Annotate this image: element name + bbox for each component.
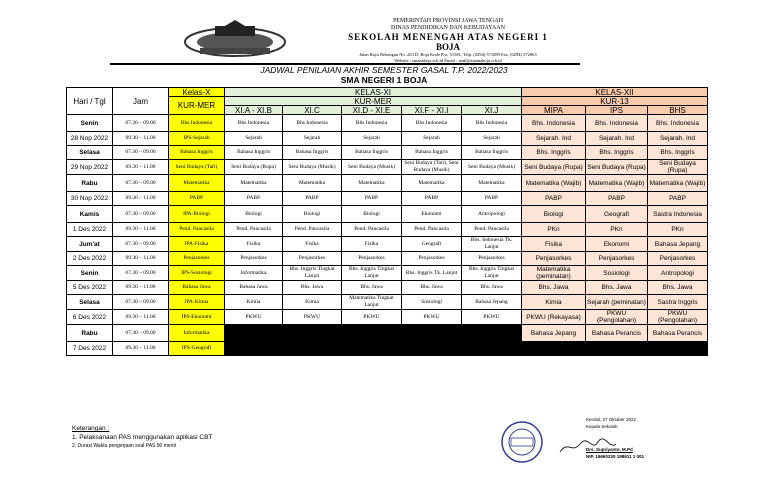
kelas-xii-cell: Biologi [522,206,586,223]
sign-nip: NIP. 19660330 198911 1 001 [586,454,644,459]
kelas-xi-cell: Sejarah [462,132,522,146]
time-cell: 07.30 – 09.00 [113,237,169,252]
kelas-xi-cell: Penjasorkes [402,252,462,266]
kelas-xi-cell: Bahasa Inggris [283,146,342,160]
kelas-xii-cell: Bahasa Perancis [648,325,708,342]
kelas-xi-cell: Bhs. Jawa [462,281,522,295]
header-kur-x: KUR-MER [169,97,225,115]
kelas-xi-cell: Bahasa Inggris [225,146,283,160]
day-cell: Selasa [67,295,113,310]
subheader-1: XI.C [283,106,342,115]
sign-name: Drs. Supriyanto, M.Pd [586,447,633,452]
kelas-x-cell: Bahasa Inggris [169,146,225,160]
kelas-xi-cell: Bhs. Jawa [283,281,342,295]
kelas-xii-cell: Sosiologi [586,266,648,281]
time-cell: 07.30 – 09.00 [113,175,169,192]
kelas-xi-cell: Matematika [225,175,283,192]
day-cell: Jum'at [67,237,113,252]
kelas-xii-cell: PABP [522,192,586,206]
kelas-xi-cell: Penjasorkes [283,252,342,266]
kelas-xii-cell: Matematika (Wajib) [648,175,708,192]
kelas-x-cell: Informatika [169,325,225,342]
table-row [67,325,708,342]
kelas-xi-cell: Sejarah [402,132,462,146]
kelas-xi-cell: Bhs. Indonesia Tk. Lanjut [462,237,522,252]
kelas-xi-cell: Penjasorkes [225,252,283,266]
note-2: 2. Durasi Waktu pengerjaan soal PAS 90 menit [72,443,176,449]
kelas-xi-cell: Sejarah [342,132,402,146]
kelas-xii-cell: Penjasorkes [522,252,586,266]
time-cell: 09.30 – 11.00 [113,223,169,237]
day-cell: Selasa [67,146,113,160]
kelas-xi-cell: Bhs. Jawa [342,281,402,295]
header-address: Jalan Raya Bebengan No. 203 D. Boja Kode Pos. 51381, Telp. (0294) 571089 Fax. (0294) 572063 [359,52,537,57]
kelas-xi-cell: Matematika [402,175,462,192]
kelas-xi-cell: Bhs Indonesia [342,115,402,132]
kelas-xi-cell: PKWU [402,310,462,325]
kelas-xii-cell: Sejarah. Ind [648,132,708,146]
kelas-xi-cell: Pend. Pancasila [462,223,522,237]
kelas-xi-cell: PABP [402,192,462,206]
kelas-xi-cell: Bahasa Inggris [462,146,522,160]
table-row [67,237,708,252]
header-city: BOJA [435,42,460,52]
table-row [67,266,708,281]
subheader-2: XI.D - XI.E [342,106,402,115]
table-row [67,281,708,295]
time-cell: 07.30 – 09.00 [113,206,169,223]
kelas-xii-cell: Matematika (peminatan) [522,266,586,281]
notes [72,424,212,451]
kelas-x-cell: Bhs Indonesia [169,115,225,132]
header-kelas-xi: KELAS-XI [225,88,522,97]
kelas-xi-cell: Geografi [402,237,462,252]
kelas-xii-cell: PKWU (Pengolahan) [648,310,708,325]
day-cell: Kamis [67,206,113,223]
kelas-xii-cell: PKn [522,223,586,237]
kelas-xii-cell: Sejarah (peminatan) [586,295,648,310]
kelas-xii-cell: Kimia [522,295,586,310]
kelas-xi-cell: Matematika Tingkat Lanjut [342,295,402,310]
table-row [67,252,708,266]
letterhead-text [298,18,598,64]
title-line2: SMA NEGERI 1 BOJA [340,75,428,85]
time-cell: 09.30 – 11.00 [113,342,169,356]
date-cell: 6 Des 2022 [67,310,113,325]
kelas-xi-cell: Fisika [225,237,283,252]
kelas-xi-cell: Fisika [283,237,342,252]
header-line1: PEMERINTAH PROVINSI JAWA TENGAH [392,18,504,24]
kelas-xii-cell: Sastra Indonesia [648,206,708,223]
empty-block-cell [225,325,522,356]
day-cell: Rabu [67,175,113,192]
kelas-xi-cell: Pend. Pancasila [402,223,462,237]
subheader-0: XI.A - XI.B [225,106,283,115]
kelas-xii-cell: Geografi [586,206,648,223]
table-row [67,115,708,132]
kelas-xi-cell: PKWU [462,310,522,325]
kelas-xii-cell: Ekonomi [586,237,648,252]
time-cell: 07.30 – 09.00 [113,146,169,160]
kelas-xi-cell: Bhs. Inggris Tingkat Lanjut [342,266,402,281]
kelas-xi-cell: Seni Budaya (Musik) [283,160,342,175]
date-cell: 29 Nop 2022 [67,160,113,175]
title-line1: JADWAL PENILAIAN AKHIR SEMESTER GASAL T.P. 2022/2023 [260,65,508,75]
kelas-xi-cell: Matematika [342,175,402,192]
time-cell: 09.30 – 11.00 [113,310,169,325]
header-kelas-xii: KELAS-XII [522,88,708,97]
kelas-xi-cell: Sejarah [283,132,342,146]
kelas-x-cell: Pend. Pancasila [169,223,225,237]
kelas-x-cell: IPA-Kimia [169,295,225,310]
time-cell: 09.30 – 11.00 [113,160,169,175]
header-school: SEKOLAH MENENGAH ATAS NEGERI 1 [348,32,548,42]
kelas-xii-cell: Matematika (Wajib) [522,175,586,192]
note-1: 1. Pelaksanaan PAS menggunakan aplikasi CBT [72,434,213,441]
kelas-x-cell: IPS-Geografi [169,342,225,356]
date-cell: 7 Des 2022 [67,342,113,356]
date-cell: 28 Nop 2022 [67,132,113,146]
kelas-xii-cell: Seni Budaya (Rupa) [648,160,708,175]
kelas-xii-cell: Bahasa Jepang [648,237,708,252]
kelas-xi-cell: Penjasorkes [342,252,402,266]
kelas-xi-cell: Fisika [342,237,402,252]
sign-place-date: Kendal, 27 Oktober 2022 [586,417,637,422]
kelas-xii-cell: Bahasa Perancis [586,325,648,342]
kelas-x-cell: Penjasorkes [169,252,225,266]
kelas-xi-cell: Biologi [283,206,342,223]
kelas-xii-cell: PKn [648,223,708,237]
day-cell: Senin [67,115,113,132]
kelas-xii-cell: Bhs. Jawa [586,281,648,295]
subheader-6: IPS [586,106,648,115]
kelas-xi-cell: Bahasa Inggris [402,146,462,160]
subheader-4: XI.J [462,106,522,115]
kelas-xi-cell: Informatika [225,266,283,281]
subheader-3: XI.F - XI.I [402,106,462,115]
time-cell: 07.30 – 09.00 [113,325,169,342]
kelas-xii-cell: Bhs. Inggris [648,146,708,160]
header-kur-xi: KUR-MER [225,97,522,106]
kelas-xi-cell: Seni Budaya (Musik) [462,160,522,175]
kelas-xii-cell: Fisika [522,237,586,252]
kelas-xii-cell: Matematika (Wajib) [586,175,648,192]
kelas-xii-cell: Sejarah. Ind [522,132,586,146]
kelas-xi-cell: Bahasa Jawa [225,281,283,295]
date-cell: 1 Des 2022 [67,223,113,237]
kelas-xi-cell: Bahasa Inggris [342,146,402,160]
kelas-xi-cell: Biologi [342,206,402,223]
kelas-x-cell: IPA-Biologi [169,206,225,223]
date-cell: 30 Nop 2022 [67,192,113,206]
kelas-x-cell: IPA-Fisika [169,237,225,252]
kelas-xi-cell: Antropologi [462,206,522,223]
kelas-xi-cell: Biologi [225,206,283,223]
kelas-xi-cell: Bhs Indonesia [462,115,522,132]
kelas-xi-cell: Pend. Pancasila [283,223,342,237]
kelas-xi-cell: Pend. Pancasila [342,223,402,237]
kelas-xi-cell: Ekonomi [402,206,462,223]
kelas-xi-cell: PKWU [225,310,283,325]
header-line2: DINAS PENDIDIKAN DAN KEBUDAYAAN [391,25,505,31]
table-row [67,310,708,325]
kelas-xii-cell: Bhs. Jawa [648,281,708,295]
time-cell: 07.30 – 09.00 [113,266,169,281]
kelas-xii-cell: PKn [586,223,648,237]
kelas-xii-cell: Bhs. Indonesia [522,115,586,132]
time-cell: 09.30 – 11.00 [113,252,169,266]
table-row [67,160,708,175]
kelas-xi-cell: Sosiologi [402,295,462,310]
kelas-xii-cell: Penjasorkes [648,252,708,266]
kelas-xi-cell: Bahasa Jepang [462,295,522,310]
kelas-xii-cell: Bahasa Jepang [522,325,586,342]
time-cell: 07.30 – 09.00 [113,115,169,132]
time-cell: 09.30 – 11.00 [113,132,169,146]
header-website: Website : smanaboja.sch.id Email : mail@smanaboja.sch.id [394,58,502,63]
kelas-xi-cell: Kimia [225,295,283,310]
subheader-5: MIPA [522,106,586,115]
kelas-xi-cell: Penjasorkes [462,252,522,266]
kelas-xi-cell: Bhs. Inggris Tingkat Lanjut [462,266,522,281]
kelas-xii-cell: Sejarah. Ind [586,132,648,146]
kelas-xi-cell: PABP [283,192,342,206]
date-cell: 2 Des 2022 [67,252,113,266]
kelas-xii-cell: PKWU (Rekayasa) [522,310,586,325]
kelas-x-cell: Matematika [169,175,225,192]
kelas-xii-cell: Penjasorkes [586,252,648,266]
kelas-xi-cell: PABP [225,192,283,206]
kelas-xii-cell: PABP [648,192,708,206]
header-kelas-x: Kelas-X [169,88,225,97]
header-hari: Hari / Tgl [67,88,113,115]
kelas-xii-cell: PKWU (Pengolahan) [586,310,648,325]
kelas-x-cell: Seni Budaya (Tari) [169,160,225,175]
kelas-x-cell: IPS-Sejarah [169,132,225,146]
subheader-7: BHS [648,106,708,115]
empty-block-cell [522,342,708,356]
kelas-xii-cell: Seni Budaya (Rupa) [522,160,586,175]
day-cell: Rabu [67,325,113,342]
school-stamp-icon [500,420,544,464]
date-cell: 5 Des 2022 [67,281,113,295]
kelas-xi-cell: Seni Budaya (Tari), Seni Budaya (Musik) [402,160,462,175]
kelas-xi-cell: Seni Budaya (Rupa) [225,160,283,175]
header-jam: Jam [113,88,169,115]
kelas-x-cell: PABP [169,192,225,206]
kelas-xi-cell: Bhs. Jawa [402,281,462,295]
kelas-xi-cell: Matematika [283,175,342,192]
time-cell: 09.30 – 11.00 [113,281,169,295]
kelas-xi-cell: PKWU [283,310,342,325]
kelas-xii-cell: Sastra Inggris [648,295,708,310]
table-row [67,132,708,146]
table-row [67,146,708,160]
time-cell: 09.30 – 11.00 [113,192,169,206]
kelas-xii-cell: Antropologi [648,266,708,281]
kelas-xi-cell: Bhs Indonesia [402,115,462,132]
kelas-xi-cell: Bhs Indonesia [283,115,342,132]
kelas-xi-cell: PABP [342,192,402,206]
kelas-x-cell: IPS-Sosiologi [169,266,225,281]
kelas-xii-cell: Bhs. Indonesia [648,115,708,132]
day-cell: Senin [67,266,113,281]
kelas-xi-cell: Bhs. Inggris Tingkat Lanjut [283,266,342,281]
schedule-table [66,87,708,356]
table-row [67,175,708,192]
table-row [67,206,708,223]
table-row [67,295,708,310]
table-row [67,192,708,206]
kelas-xii-cell: Bhs. Inggris [522,146,586,160]
kelas-x-cell: IPS-Ekonomi [169,310,225,325]
kelas-xii-cell: Bhs. Indonesia [586,115,648,132]
notes-heading: Keterangan : [72,425,110,432]
header-kur-xii: KUR-13 [522,97,708,106]
kelas-xii-cell: Bhs. Inggris [586,146,648,160]
kelas-xi-cell: Sejarah [225,132,283,146]
kelas-x-cell: Bahasa Jawa [169,281,225,295]
kelas-xi-cell: Pend. Pancasila [225,223,283,237]
signature-block [586,416,644,460]
kelas-xi-cell: Bhs Indonesia [225,115,283,132]
kelas-xii-cell: Bhs. Jawa [522,281,586,295]
table-row [67,223,708,237]
kelas-xi-cell: PKWU [342,310,402,325]
sign-role: Kepala Sekolah [586,424,618,429]
kelas-xi-cell: PABP [462,192,522,206]
document-title [0,65,768,85]
kelas-xi-cell: Bhs. Inggris Tk. Lanjut [402,266,462,281]
kelas-xi-cell: Kimia [283,295,342,310]
letterhead [180,18,580,64]
province-logo-icon [180,20,290,60]
kelas-xi-cell: Matematika [462,175,522,192]
time-cell: 07.30 – 09.00 [113,295,169,310]
kelas-xii-cell: PABP [586,192,648,206]
kelas-xii-cell: Seni Budaya (Rupa) [586,160,648,175]
kelas-xi-cell: Seni Budaya (Musik) [342,160,402,175]
